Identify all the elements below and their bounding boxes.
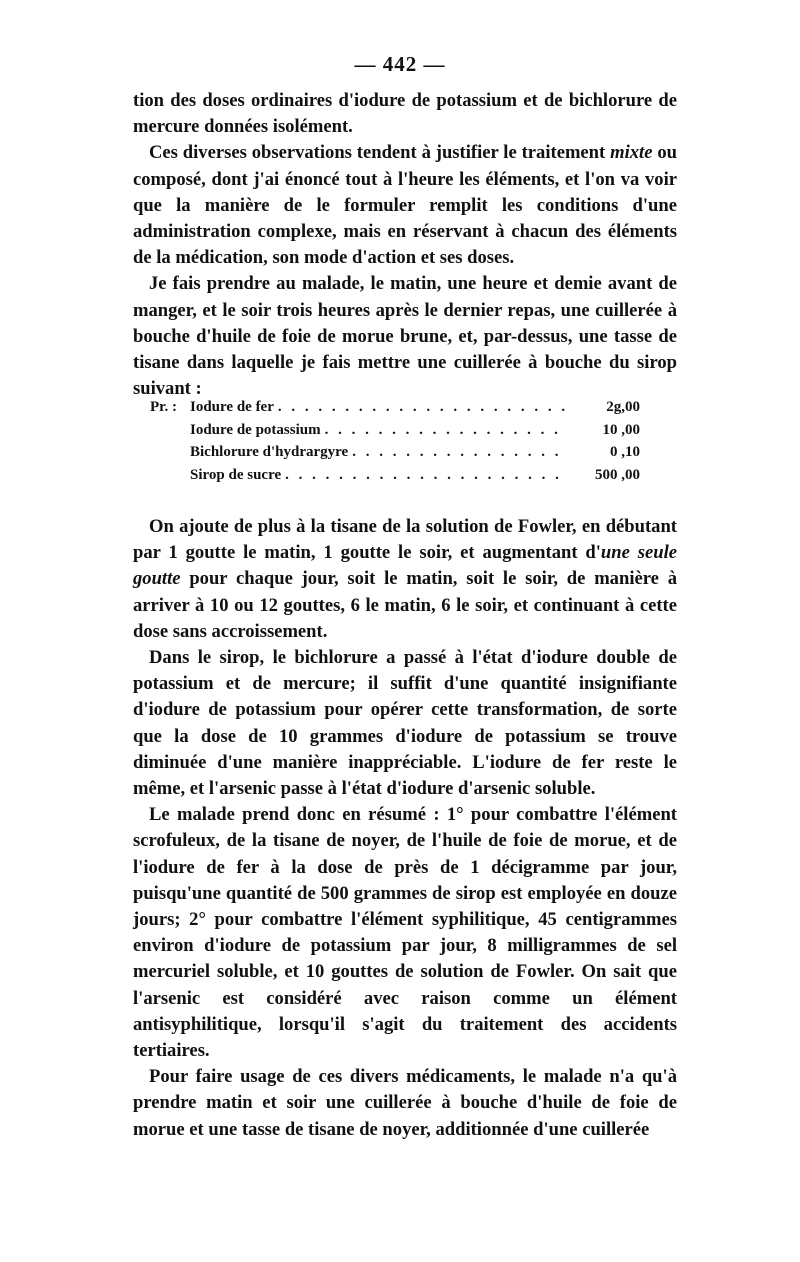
leader-dots	[352, 441, 566, 464]
formula-quantity: 10 ,00	[602, 421, 640, 438]
prescription-formula	[150, 396, 640, 486]
formula-ingredient: Iodure de potassium	[190, 421, 321, 438]
paragraph-6: Le malade prend donc en résumé : 1° pour combattre l'élément scrofuleux, de la tisane de noyer, de l'huile de foie de morue, et de l'iodure de fer à la dose de près de 1 décigramme par jour, puisqu'une quantité de 500 grammes de sirop est employée en douze jours; 2° pour combattre l'élément syphilitique, 45 centigrammes environ d'iodure de potassium par jour, 8 milligrammes de sel mercuriel soluble, et 10 gouttes de solution de Fowler. On sait que l'arsenic est considéré avec raison comme un élément antisyphilitique, lorsqu'il s'agit du traitement des accidents tertiaires.	[133, 804, 677, 1062]
paragraph-4-emphasis: une seule goutte	[133, 542, 677, 590]
formula-quantity: 500 ,00	[595, 466, 640, 483]
formula-row	[150, 464, 640, 487]
formula-ingredient: Iodure de fer	[190, 399, 274, 415]
paragraph-4-start: On ajoute de plus à la tisane de la solution de Fowler, en débutant par 1 goutte le matin, 1 goutte le soir, et augmentant d'	[133, 516, 677, 564]
formula-row	[150, 396, 640, 419]
page-number: — 442 —	[354, 52, 446, 76]
formula-prefix: Pr. :	[150, 399, 177, 415]
text-block-lower	[133, 514, 677, 1143]
paragraph-5: Dans le sirop, le bichlorure a passé à l'état d'iodure double de potassium et de mercure; il suffit d'une quantité insignifiante d'iodure de potassium pour opérer cette transformation, de sorte que la dose de 10 grammes d'iodure de potassium se trouve diminuée d'une manière inappréciable. L'iodure de fer reste le même, et l'arsenic passe à l'état d'iodure d'arsenic soluble.	[133, 647, 677, 800]
paragraph-7: Pour faire usage de ces divers médicaments, le malade n'a qu'à prendre matin et soir une cuillerée à bouche d'huile de foie de morue et une tasse de tisane de noyer, additionnée d'une cuillerée	[133, 1066, 677, 1140]
formula-row	[150, 419, 640, 442]
paragraph-3: Je fais prendre au malade, le matin, une heure et demie avant de manger, et le soir trois heures après le dernier repas, une cuillerée à bouche d'huile de foie de morue brune, et, par-dessus, une tasse de tisane dans laquelle je fais mettre une cuillerée à bouche du sirop suivant :	[133, 273, 677, 400]
leader-dots	[278, 396, 566, 419]
formula-ingredient: Sirop de sucre	[190, 466, 282, 483]
paragraph-2-emphasis: mixte	[610, 142, 653, 164]
leader-dots	[325, 419, 566, 442]
paragraph-2-start: Ces diverses observations tendent à justifier le traitement	[149, 142, 611, 164]
paragraph-2	[133, 140, 677, 271]
text-block-upper	[133, 88, 677, 402]
paragraph-2-end: ou composé, dont j'ai énoncé tout à l'heure les éléments, et l'on va voir que la manière de le formuler remplit les conditions d'une administration complexe, mais en réservant à chacun des éléments de la médication, son mode d'action et ses doses.	[133, 142, 677, 269]
paragraph-1: tion des doses ordinaires d'iodure de potassium et de bichlorure de mercure données isolément.	[133, 90, 677, 138]
formula-ingredient: Bichlorure d'hydrargyre	[190, 444, 349, 460]
paragraph-4-end: pour chaque jour, soit le matin, soit le soir, de manière à arriver à 10 ou 12 gouttes, 6 le matin, 6 le soir, et continuant à cette dose sans accroissement.	[133, 568, 677, 642]
formula-quantity: 0 ,10	[610, 444, 640, 460]
leader-dots	[285, 464, 566, 487]
formula-quantity: 2g,00	[606, 399, 640, 415]
paragraph-4	[133, 514, 677, 645]
formula-row	[150, 441, 640, 464]
